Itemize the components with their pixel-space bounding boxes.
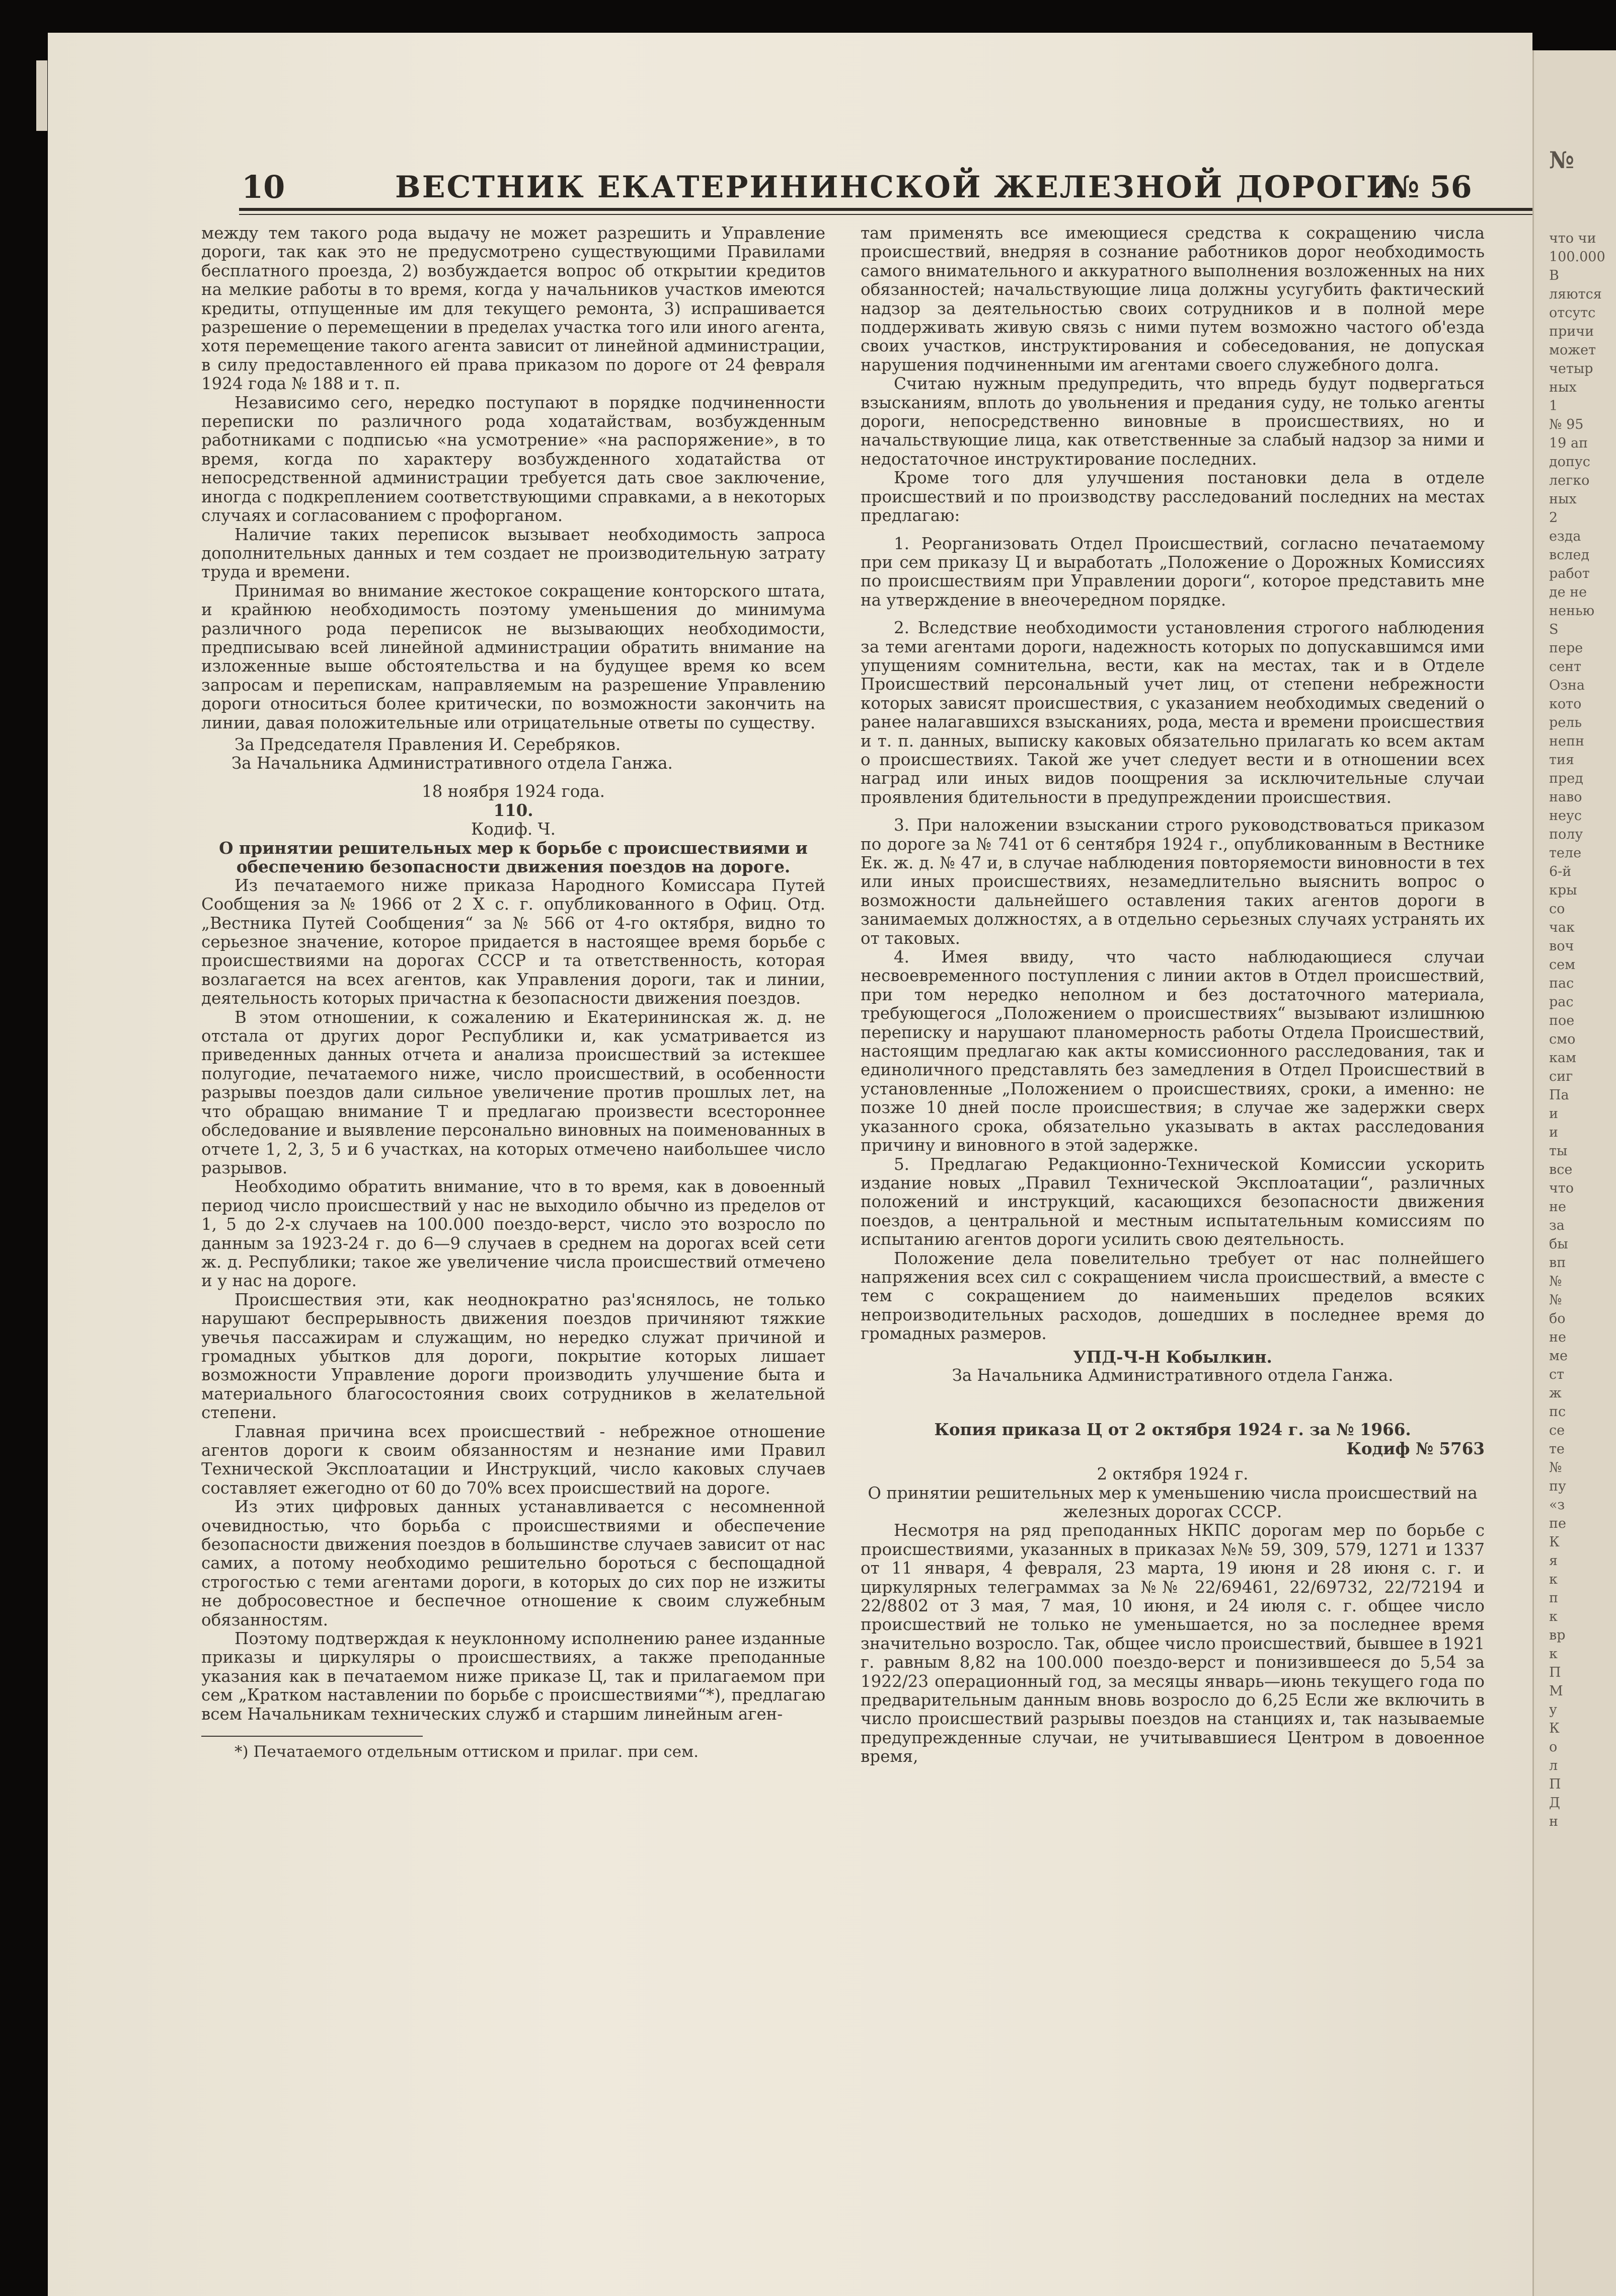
header-rule-thin xyxy=(239,214,1532,215)
order-codification: Кодиф. Ч. xyxy=(471,819,556,839)
list-item: 1. Реорганизовать Отдел Происшествий, согласно печатаемому при сем приказу Ц и выработать „Положение о Дорожных Комиссиях по происшествиям при Управлении дороги“, которое представить мне на утверждение в внеочередном порядке. xyxy=(861,534,1485,610)
list-item: 3. При наложении взыскании строго руководствоваться приказом по дороге за № 741 от 6 сентября 1924 г., опубликованным в Вестнике Ек. ж. д. № 47 и, в случае наблюдения повторяемости виновности в тех или иных происшествиях, незамедлительно выяснить вопрос о возможности дальнейшего оставления таких агентов дороги в занимаемых должностях, а в отдельно серьезных случаях устранять их от таковых. xyxy=(861,816,1485,948)
adjacent-page-line: о xyxy=(1549,1739,1558,1755)
adjacent-page-line: к xyxy=(1549,1572,1558,1587)
paragraph: Главная причина всех происшествий - небрежное отношение агентов дороги к своим обязанностям и незнание ими Правил Технической Эксплоатации и Инструкций, число каковых случаев составляет ежегодно от 60 до 70% всех происшествий на дороге. xyxy=(201,1422,825,1498)
adjacent-page-line: ж xyxy=(1549,1385,1562,1401)
adjacent-page-line: смо xyxy=(1549,1031,1576,1047)
paragraph: Считаю нужным предупредить, что впредь будут подвергаться взысканиям, вплоть до увольнения и предания суду, не только агенты дороги, непосредственно виновные в происшествиях, но и начальствующие лица, как ответственные за слабый надзор за ними и недостаточное инструктирование последних. xyxy=(861,374,1485,469)
adjacent-page-line: воч xyxy=(1549,938,1574,954)
adjacent-page-line: вслед xyxy=(1549,547,1590,563)
copy-order-title: Копия приказа Ц от 2 октября 1924 г. за № 1966. xyxy=(934,1420,1411,1440)
adjacent-page-line: пое xyxy=(1549,1013,1575,1028)
paragraph: Из печатаемого ниже приказа Народного Комиссара Путей Сообщения за № 1966 от 2 Х с. г. опубликованного в Офиц. Отд. „Вестника Путей Сообщения“ за № 566 от 4-го октября, видно то серьезное значение, которое придается в настоящее время борьбе с происшествиями на дорогах СССР и та ответственность, которая возлагается на всех агентов, как Управления дороги, так и линии, деятельность которых причастна к безопасности движения поездов. xyxy=(201,875,825,1008)
adjacent-page-line: теле xyxy=(1549,845,1582,861)
adjacent-page-line: полу xyxy=(1549,827,1583,842)
adjacent-page-line: причи xyxy=(1549,324,1594,339)
adjacent-page-line: 1 xyxy=(1549,398,1558,414)
signature-upd: УПД-Ч-Н Кобылкин. xyxy=(1073,1347,1272,1367)
adjacent-page-line: пере xyxy=(1549,640,1583,656)
adjacent-page-line: п xyxy=(1549,1590,1558,1606)
adjacent-page-line: ты xyxy=(1549,1143,1568,1159)
adjacent-page-line: се xyxy=(1549,1423,1565,1438)
adjacent-page-line: пс xyxy=(1549,1404,1566,1420)
adjacent-page-line: ме xyxy=(1549,1348,1568,1364)
order-date: 2 октября 1924 г. xyxy=(1097,1464,1249,1484)
adjacent-page-line: Д xyxy=(1549,1795,1560,1811)
adjacent-page-line: ных xyxy=(1549,491,1577,507)
adjacent-page-line: кото xyxy=(1549,696,1582,712)
adjacent-page-line: сиг xyxy=(1549,1069,1573,1084)
footnote: *) Печатаемого отдельным оттиском и прилаг. при сем. xyxy=(235,1743,699,1761)
adjacent-page-line: работ xyxy=(1549,566,1590,581)
order-title: О принятии решительных мер к уменьшению числа происшествий на железных дорогах СССР. xyxy=(868,1483,1478,1521)
adjacent-page-line: не xyxy=(1549,1199,1566,1215)
adjacent-page-line: вр xyxy=(1549,1627,1566,1643)
footnote-divider xyxy=(201,1736,423,1737)
adjacent-page-line: кры xyxy=(1549,882,1577,898)
adjacent-page-line: отсутс xyxy=(1549,305,1596,321)
adjacent-page-line: кам xyxy=(1549,1050,1576,1066)
adjacent-page-line: «з xyxy=(1549,1497,1565,1513)
adjacent-page-line: может xyxy=(1549,342,1596,358)
adjacent-page-line: № 95 xyxy=(1549,417,1584,432)
list-item: 5. Предлагаю Редакционно-Технической Комиссии ускорить издание новых „Правил Технической Эксплоатации“, различных положений и инструкций, касающихся безопасности движения поездов, а центральной и местным испытательным комиссиям по испытанию агентов дороги усилить свою деятельность. xyxy=(861,1154,1485,1249)
adjacent-page-line: 6-й xyxy=(1549,864,1572,879)
adjacent-page-line: и xyxy=(1549,1125,1558,1140)
adjacent-page-line: М xyxy=(1549,1683,1563,1699)
adjacent-page-line: пу xyxy=(1549,1478,1566,1494)
signature-chairman: За Председателя Правления И. Серебряков. xyxy=(235,734,621,754)
adjacent-page-line: бо xyxy=(1549,1311,1566,1326)
page-number: 10 xyxy=(242,169,285,205)
list-item: 2. Вследствие необходимости установления строгого наблюдения за теми агентами дороги, надежность которых по допускавшимся ими упущениям сомнительна, вести, как на местах, так и в Отделе Происшествий персональный учет лиц, от степени небрежности которых зависят происшествия, с указанием необходимых сведений о ранее налагавшихся взысканиях, рода, места и времени происшествия и т. п. данных, выписку каковых обязательно прилагать ко всем актам о происшествиях. Такой же учет следует вести и в отношении всех наград или иных видов поощрения за исключительные случаи проявления бдительности в предупреждении происшествия. xyxy=(861,618,1485,807)
adjacent-page-line: пе xyxy=(1549,1516,1566,1531)
adjacent-page-line: П xyxy=(1549,1665,1561,1680)
paragraph: Принимая во внимание жестокое сокращение конторского штата, и крайнюю необходимость поэтому уменьшения до минимума различного рода переписок не вызывающих необходимости, предписываю всей линейной администрации обратить внимание на изложенные выше обстоятельства и на будущее время ко всем запросам и перепискам, направляемым на разрешение Управлению дороги относиться более критически, по возможности закончить на линии, давая положительные или отрицательные ответы по существу. xyxy=(201,581,825,732)
left-column xyxy=(201,224,825,1762)
adjacent-page-line: все xyxy=(1549,1162,1573,1177)
adjacent-page-line: S xyxy=(1549,622,1559,637)
adjacent-page-line: езда xyxy=(1549,529,1581,544)
adjacent-page-line: те xyxy=(1549,1441,1565,1457)
adjacent-page-line: н xyxy=(1549,1814,1558,1829)
paragraph: В этом отношении, к сожалению и Екатерининская ж. д. не отстала от других дорог Республики и, как усматривается из приведенных данных отчета и анализа происшествий за истекшее полугодие, печатаемого ниже, число происшествий, в особенности разрывы поездов дали сильное увеличение против прошлых лет, на что обращаю внимание Т и предлагаю произвести всестороннее обследование и выявление персонально виновных на поименованных в отчете 1, 2, 3, 5 и 6 участках, на которых отмечено наибольшее число разрывов. xyxy=(201,1007,825,1177)
list-item: 4. Имея ввиду, что часто наблюдающиеся случаи несвоевременного поступления с линии актов в Отдел происшествий, при том нередко неполном и без достаточного материала, требующегося „Положением о происшествиях“ вызывают излишнюю переписку и нарушают планомерность работы Отдела Происшествий, настоящим предлагаю как акты комиссионного расследования, так и единоличного представлять без замедления в Отдел Происшествий в установленные „Положением о происшествиях, сроки, а именно: не позже 10 дней после происшествия; в случае же задержки сверх указанного срока, обязательно указывать в актах расследования причину и виновного в этой задержке. xyxy=(861,947,1485,1155)
adjacent-page-line: К xyxy=(1549,1534,1560,1550)
adjacent-page-line: у xyxy=(1549,1702,1557,1718)
paragraph: между тем такого рода выдачу не может разрешить и Управление дороги, так как это не предусмотрено существующими Правилами бесплатного проезда, 2) возбуждается вопрос об открытии кредитов на мелкие работы в то время, когда у начальников участков имеются кредиты, отпущенные им для текущего ремонта, 3) испрашивается разрешение о перемещении в пределах участка того или иного агента, хотя перемещение такого агента зависит от линейной администрации, в силу предоставленного ей права приказом по дороге от 24 февраля 1924 года № 188 и т. п. xyxy=(201,224,825,394)
publication-title: ВЕСТНИК ЕКАТЕРИНИНСКОЙ ЖЕЛЕЗНОЙ ДОРОГИ. xyxy=(395,170,1409,205)
adjacent-page-line: рель xyxy=(1549,715,1582,730)
adjacent-page-line: 100.000 xyxy=(1549,249,1605,265)
adjacent-page-line: К xyxy=(1549,1721,1560,1736)
page-header xyxy=(48,133,1532,219)
paragraph: Необходимо обратить внимание, что в то время, как в довоенный период число происшествий у нас не выходило обычно из пределов от 1, 5 до 2-х случаев на 100.000 поездо-верст, число это возросло по данным за 1923-24 г. до 6—9 случаев в среднем на дорогах всей сети ж. д. Республики; такое же увеличение числа происшествий отмечено и у нас на дороге. xyxy=(201,1177,825,1291)
adjacent-page-line: к xyxy=(1549,1646,1558,1662)
adjacent-page-line: рас xyxy=(1549,994,1574,1010)
order-title: О принятии решительных мер к борьбе с происшествиями и обеспечению безопасности движения поездов на дороге. xyxy=(219,838,808,877)
paragraph: Кроме того для улучшения постановки дела в отделе происшествий и по производству расследований последних на местах предлагаю: xyxy=(861,468,1485,526)
adjacent-page-line: л xyxy=(1549,1758,1558,1773)
adjacent-page-line: не xyxy=(1549,1329,1566,1345)
adjacent-page-line: бы xyxy=(1549,1236,1568,1252)
header-rule-thick xyxy=(239,208,1532,211)
adjacent-page-header: № xyxy=(1549,146,1574,174)
adjacent-page-line: П xyxy=(1549,1776,1561,1792)
adjacent-page-line: со xyxy=(1549,901,1565,917)
adjacent-page-line: ст xyxy=(1549,1367,1565,1382)
adjacent-page-line: что xyxy=(1549,1180,1574,1196)
adjacent-page-line: сент xyxy=(1549,659,1582,675)
adjacent-page-line: № xyxy=(1549,1292,1562,1308)
adjacent-page-line: четыр xyxy=(1549,361,1593,377)
adjacent-page-line: я xyxy=(1549,1553,1558,1569)
adjacent-page-line: тия xyxy=(1549,752,1574,768)
adjacent-page-line: и xyxy=(1549,1106,1558,1122)
paragraph: Поэтому подтверждая к неуклонному исполнению ранее изданные приказы и циркуляры о происшествиях, а также преподанные указания как в печатаемом ниже приказе Ц, так и прилагаемом при сем „Кратком наставлении по борьбе с происшествиями“*), предлагаю всем Начальникам технических служб и старшим линейным аген- xyxy=(201,1629,825,1724)
adjacent-page-line: ных xyxy=(1549,380,1577,395)
adjacent-page-line: пред xyxy=(1549,771,1583,786)
adjacent-page-line: допус xyxy=(1549,454,1590,470)
issue-number: № 56 xyxy=(1387,170,1472,205)
order-number: 110. xyxy=(493,800,533,821)
adjacent-page-line: чак xyxy=(1549,920,1575,935)
signature-admin: За Начальника Административного отдела Ганжа. xyxy=(952,1365,1394,1385)
adjacent-page-line: за xyxy=(1549,1218,1565,1233)
paragraph: Положение дела повелительно требует от нас полнейшего напряжения всех сил с сокращением числа происшествий, а вместе с тем с сокращением до наименьших пределов всяких непроизводительных расходов, дошедших в последнее время до громадных размеров. xyxy=(861,1248,1485,1344)
adjacent-page-line: 2 xyxy=(1549,510,1558,526)
paragraph: Происшествия эти, как неоднократно раз'яснялось, не только нарушают беспрерывность движения поездов причиняют тяжкие увечья пассажирам и служащим, но нередко служат причиной и громадных убытков для дороги, покрытие которых лишает возможности Управление дороги производить улучшение быта и материального благосостояния своих сотрудников в желательной степени. xyxy=(201,1290,825,1423)
adjacent-page-line: Па xyxy=(1549,1087,1569,1103)
right-column xyxy=(861,224,1485,1766)
paragraph: Наличие таких переписок вызывает необходимость запроса дополнительных данных и тем создает не производительную затрату труда и времени. xyxy=(201,525,825,582)
signature-admin: За Начальника Административного отдела Ганжа. xyxy=(232,754,673,773)
adjacent-page-line: В xyxy=(1549,268,1559,283)
adjacent-page-line: ненью xyxy=(1549,603,1595,619)
newspaper-page xyxy=(48,33,1532,2296)
paragraph: Из этих цифровых данных устанавливается с несомненной очевидностью, что борьба с происшествиями и обеспечение безопасности движения поездов в большинстве случаев зависит от нас самих, а потому необходимо решительно бороться с беспощадной строгостью с теми агентами дороги, в которых до сих пор не изжиты не добросовестное и беспечное отношение к своим служебным обязанностям. xyxy=(201,1497,825,1630)
adjacent-page-line: вп xyxy=(1549,1255,1566,1271)
paragraph: Независимо сего, нередко поступают в порядке подчиненности переписки по различного рода ходатайствам, возбужденным работниками с подписью «на усмотрение» «на распоряжение», в то время, когда по характеру возбужденного ходатайства от непосредственной администрации требуется дать свое заключение, иногда с подкреплением соответствующими справками, а в некоторых случаях и согласованием с профорганом. xyxy=(201,393,825,526)
adjacent-page-line: что чи xyxy=(1549,231,1596,246)
order-date: 18 ноября 1924 года. xyxy=(422,781,605,801)
adjacent-page-line: непн xyxy=(1549,733,1584,749)
paragraph: там применять все имеющиеся средства к сокращению числа происшествий, внедряя в сознание работников дорог необходимость самого внимательного и аккуратного выполнения возложенных на них обязанностей; начальствующие лица должны усугубить фактический надзор за деятельностью своих сотрудников и в полной мере поддерживать живую связь с ними путем возможно частого об'езда своих участков, инструктирования и собеседования, не допуская нарушения подчиненными им агентами своего служебного долга. xyxy=(861,224,1485,375)
adjacent-page-line: к xyxy=(1549,1609,1558,1624)
adjacent-page-text xyxy=(1549,50,1616,1831)
adjacent-page-line: наво xyxy=(1549,789,1582,805)
adjacent-page-line: № xyxy=(1549,1274,1562,1289)
adjacent-page-line: 19 ап xyxy=(1549,435,1588,451)
paragraph: Несмотря на ряд преподанных НКПС дорогам мер по борьбе с происшествиями, указанных в приказах №№ 59, 309, 579, 1271 и 1337 от 11 января, 4 февраля, 23 марта, 19 июня и 28 июня с. г. и циркулярных телеграммах за №№ 22/69461, 22/69732, 22/72194 и 22/8802 от 3 мая, 7 мая, 10 июня, и 24 июля с. г. общее число происшествий не только не уменьшается, но за последнее время значительно возросло. Так, общее число происшествий, бывшее в 1921 г. равным 8,82 на 100.000 поездо-верст и понизившееся до 5,54 за 1922/23 операционный год, за месяцы январь—июнь текущего года по предварительным данным вновь возросло до 6,25 Если же включить в число происшествий разрывы поездов на станциях и, так называемые предупрежденные случаи, не учитывавшиеся Центром в довоенное время, xyxy=(861,1521,1485,1766)
adjacent-page-fragment xyxy=(1532,50,1616,2296)
order-codification: Кодиф № 5763 xyxy=(1346,1438,1485,1458)
adjacent-page-line: сем xyxy=(1549,957,1576,973)
adjacent-page-line: легко xyxy=(1549,473,1590,488)
adjacent-page-line: неус xyxy=(1549,808,1582,824)
adjacent-page-line: № xyxy=(1549,1460,1562,1475)
adjacent-page-line: Озна xyxy=(1549,678,1585,693)
page-edge-shadow xyxy=(36,60,47,131)
adjacent-page-line: де не xyxy=(1549,584,1587,600)
adjacent-page-line: пас xyxy=(1549,976,1574,991)
adjacent-page-line: ляются xyxy=(1549,286,1602,302)
